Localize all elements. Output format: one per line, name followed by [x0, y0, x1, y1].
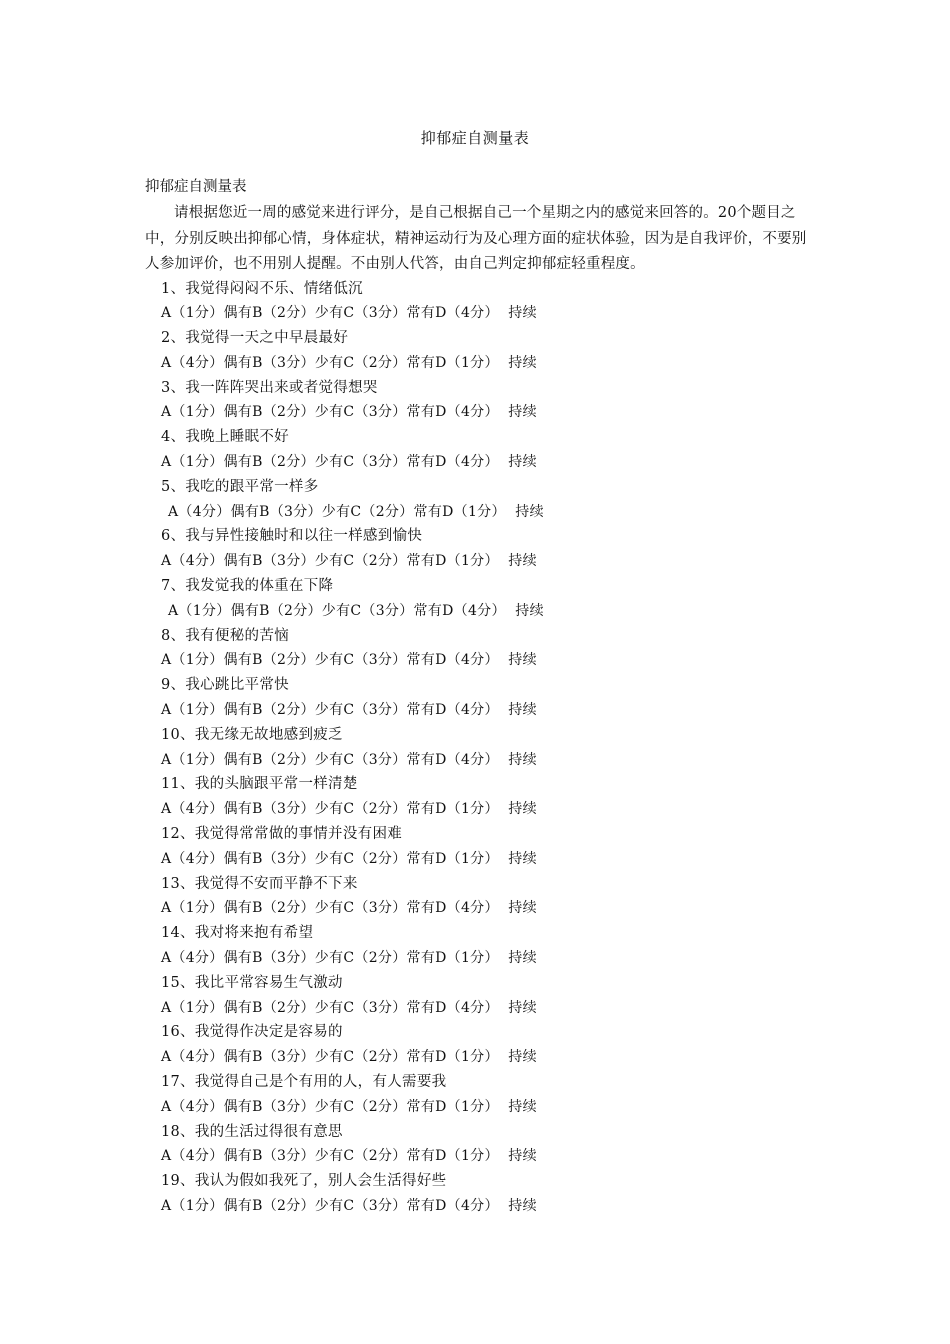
answer-options: A（4分）偶有B（3分）少有C（2分）常有D（1分） 持续 [161, 850, 537, 867]
question-text: 5、我吃的跟平常一样多 [161, 478, 319, 495]
question-list [145, 277, 810, 1219]
answer-options: A（4分）偶有B（3分）少有C（2分）常有D（1分） 持续 [161, 553, 537, 570]
question-text: 16、我觉得作决定是容易的 [161, 1024, 343, 1041]
intro-paragraph: 请根据您近一周的感觉来进行评分，是自己根据自己一个星期之内的感觉来回答的。20个题目之中，分别反映出抑郁心情，身体症状，精神运动行为及心理方面的症状体验，因为是自我评价，不要别人参加评价，也不用别人提醒。不由别人代答，由自己判定抑郁症轻重程度。 [145, 205, 807, 272]
question-text: 11、我的头脑跟平常一样清楚 [161, 776, 358, 793]
answer-options: A（1分）偶有B（2分）少有C（3分）常有D（4分） 持续 [161, 999, 537, 1016]
question-text: 14、我对将来抱有希望 [161, 925, 314, 942]
answer-options: A（4分）偶有B（3分）少有C（2分）常有D（1分） 持续 [161, 801, 537, 818]
document-title: 抑郁症自测量表 [420, 129, 530, 147]
answer-options: A（1分）偶有B（2分）少有C（3分）常有D（4分） 持续 [161, 652, 537, 669]
answer-options: A（1分）偶有B（2分）少有C（3分）常有D（4分） 持续 [161, 454, 537, 471]
answer-options: A（1分）偶有B（2分）少有C（3分）常有D（4分） 持续 [168, 602, 544, 619]
answer-options: A（1分）偶有B（2分）少有C（3分）常有D（4分） 持续 [161, 702, 537, 719]
question-text: 4、我晚上睡眠不好 [161, 429, 289, 446]
answer-options: A（4分）偶有B（3分）少有C（2分）常有D（1分） 持续 [161, 1049, 537, 1066]
question-text: 13、我觉得不安而平静不下来 [161, 875, 358, 892]
answer-options: A（4分）偶有B（3分）少有C（2分）常有D（1分） 持续 [161, 1098, 537, 1115]
question-text: 15、我比平常容易生气激动 [161, 974, 343, 991]
question-text: 9、我心跳比平常快 [161, 677, 289, 694]
question-text: 12、我觉得常常做的事情并没有困难 [161, 826, 403, 843]
answer-options: A（1分）偶有B（2分）少有C（3分）常有D（4分） 持续 [161, 900, 537, 917]
answer-options: A（4分）偶有B（3分）少有C（2分）常有D（1分） 持续 [161, 354, 537, 371]
answer-options: A（1分）偶有B（2分）少有C（3分）常有D（4分） 持续 [161, 404, 537, 421]
answer-options: A（4分）偶有B（3分）少有C（2分）常有D（1分） 持续 [161, 950, 537, 967]
answer-options: A（1分）偶有B（2分）少有C（3分）常有D（4分） 持续 [161, 1197, 537, 1214]
question-text: 6、我与异性接触时和以往一样感到愉快 [161, 528, 423, 545]
answer-options: A（4分）偶有B（3分）少有C（2分）常有D（1分） 持续 [168, 503, 544, 520]
question-text: 18、我的生活过得很有意思 [161, 1123, 343, 1140]
answer-options: A（4分）偶有B（3分）少有C（2分）常有D（1分） 持续 [161, 1148, 537, 1165]
document-body [145, 175, 810, 1219]
question-text: 10、我无缘无故地感到疲乏 [161, 726, 343, 743]
question-text: 3、我一阵阵哭出来或者觉得想哭 [161, 379, 378, 396]
question-text: 17、我觉得自己是个有用的人，有人需要我 [161, 1074, 447, 1090]
question-text: 19、我认为假如我死了，别人会生活得好些 [161, 1173, 447, 1190]
question-text: 2、我觉得一天之中早晨最好 [161, 330, 349, 347]
question-text: 1、我觉得闷闷不乐、情绪低沉 [161, 280, 363, 297]
section-heading: 抑郁症自测量表 [145, 179, 247, 195]
answer-options: A（1分）偶有B（2分）少有C（3分）常有D（4分） 持续 [161, 751, 537, 768]
question-text: 7、我发觉我的体重在下降 [161, 578, 334, 595]
question-text: 8、我有便秘的苦恼 [161, 627, 289, 644]
answer-options: A（1分）偶有B（2分）少有C（3分）常有D（4分） 持续 [161, 305, 537, 322]
